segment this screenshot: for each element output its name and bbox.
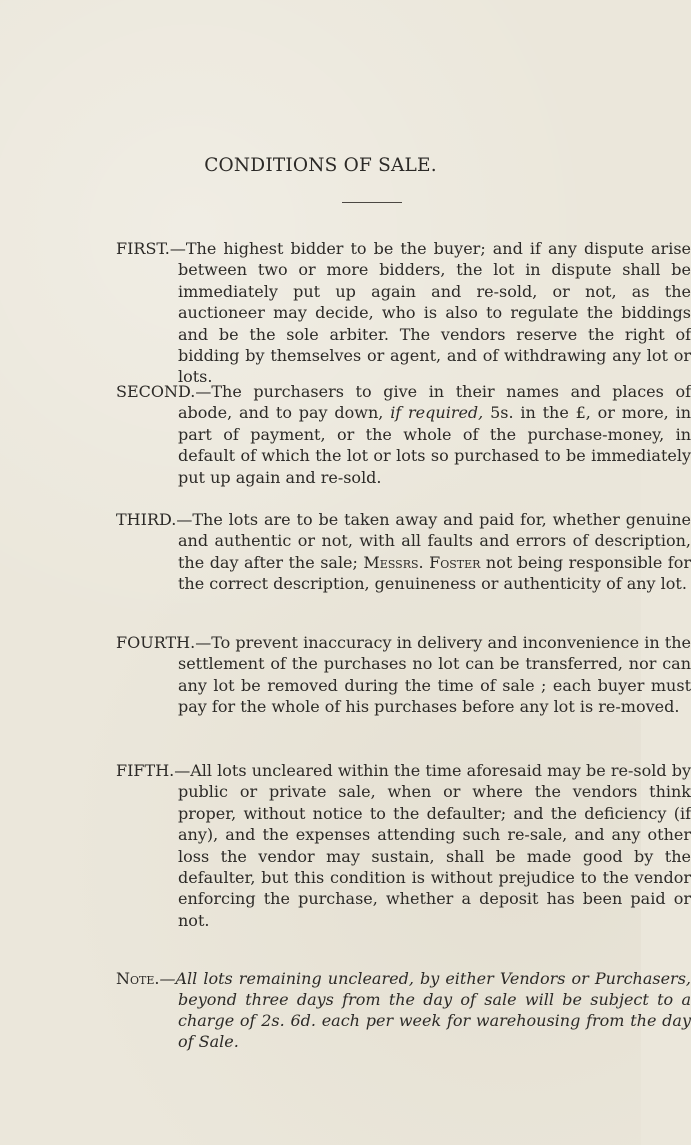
note-text: —All lots remaining uncleared, by either Vendors or Purchasers, beyond three days from the day of sale will be subject to a charge of 2s. 6d. each per week for warehousing from the day of Sale.: [159, 969, 691, 1051]
condition-text: —The purchasers to give in their names and places of abode, and to pay down,: [178, 382, 691, 423]
condition-second: [116, 381, 691, 488]
condition-fifth: [116, 760, 691, 931]
condition-text: —The highest bidder to be the buyer; and if any dispute arise between two or more bidders, the lot in dispute shall be immediately put up again and re-sold, or not, as the auctioneer may decide, who is also to regulate the biddings and be the sole arbiter. The vendors reserve the right of bidding by themselves or agent, and of withdrawing any lot or lots.: [169, 239, 691, 387]
condition-text-continued: not being responsible for the correct description, genuineness or authenticity of any lot.: [178, 552, 691, 594]
page-title: CONDITIONS OF SALE.: [204, 155, 437, 176]
warehousing-note: [116, 968, 691, 1052]
firm-name: Messrs. Foster: [363, 552, 481, 572]
title-divider: [342, 202, 402, 203]
condition-text: —To prevent inaccuracy in delivery and inconvenience in the settlement of the purchases no lot can be transferred, nor can any lot be removed during the time of sale ; each buyer must pay for the whole of his purchases before any lot is re-moved.: [178, 633, 691, 717]
condition-text-italic: if required,: [390, 403, 484, 423]
condition-label: SECOND.: [116, 382, 196, 401]
condition-text: —All lots uncleared within the time aforesaid may be re-sold by public or private sale, when or where the vendors think proper, without notice to the defaulter; and the deficiency (if any), and the expenses attending such re-sale, and any other loss the vendor may sustain, shall be made good by the defaulter, but this condition is without prejudice to the vendor enforcing the purchase, whether a deposit has been paid or not.: [174, 761, 691, 930]
condition-label: FIFTH.: [116, 761, 175, 780]
condition-text: —The lots are to be taken away and paid for, whether genuine and authentic or not, with all faults and errors of description, the day after the sale;: [176, 510, 691, 572]
condition-label: FIRST.: [116, 239, 170, 258]
condition-label: FOURTH.: [116, 633, 196, 652]
condition-first: [116, 238, 691, 388]
condition-fourth: [116, 632, 691, 718]
note-label: Note.: [116, 969, 160, 988]
condition-third: [116, 509, 691, 595]
condition-label: THIRD.: [116, 510, 177, 529]
condition-text-continued: 5s. in the £, or more, in part of payment, or the whole of the purchase-money, in default of which the lot or lots so purchased to be immediately put up again and re-sold.: [178, 403, 691, 487]
